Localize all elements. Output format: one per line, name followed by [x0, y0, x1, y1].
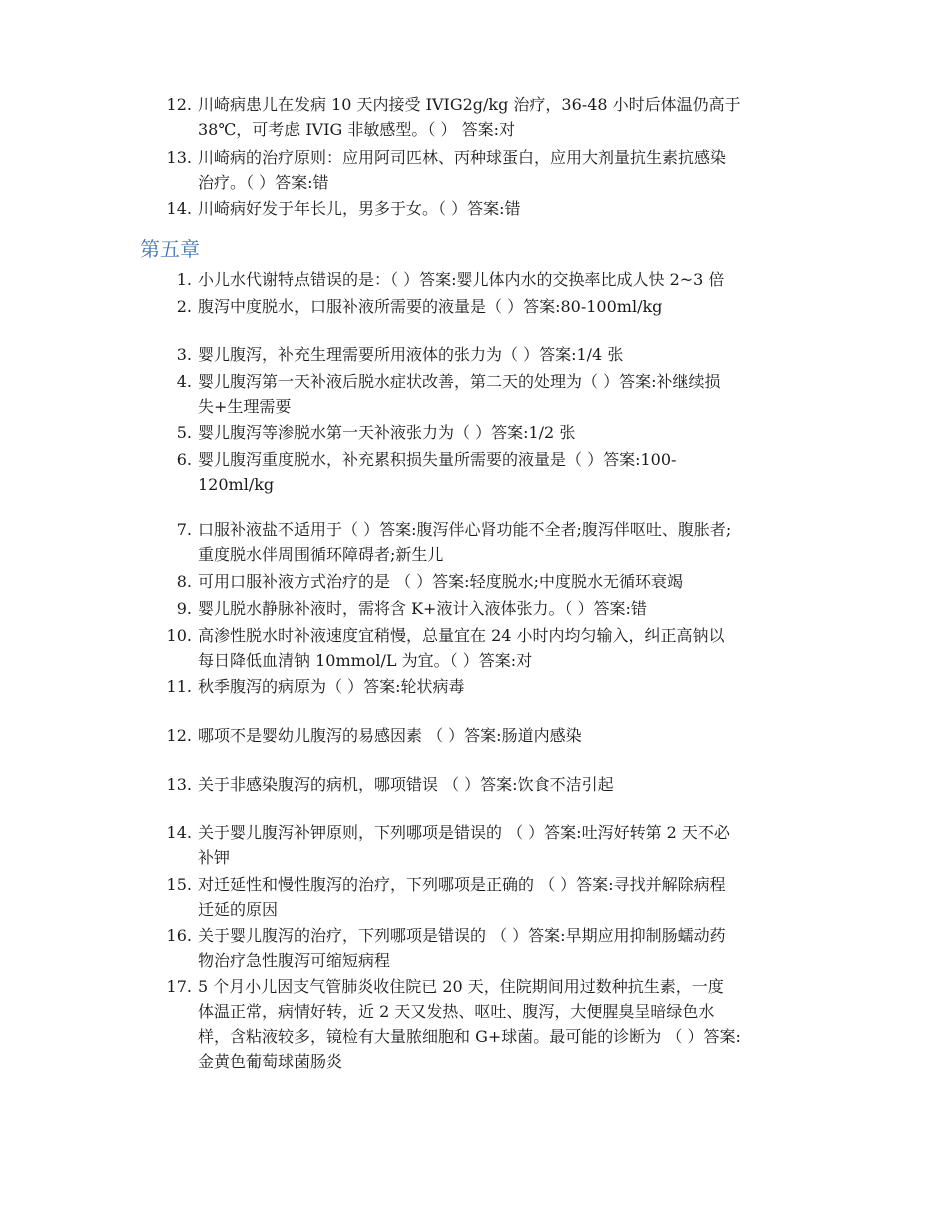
- question-text: 川崎病患儿在发病 10 天内接受 IVIG2g/kg 治疗，36-48 小时后体温仍高于 38℃，可考虑 IVIG 非敏感型。（ ） 答案:对: [198, 95, 741, 139]
- question-number: 8.: [176, 572, 192, 591]
- question-number: 4.: [176, 372, 192, 391]
- chapter-heading: 第五章: [140, 237, 200, 261]
- question-text: 婴儿腹泻第一天补液后脱水症状改善，第二天的处理为（ ）答案:补继续损 失+生理需要: [198, 372, 721, 416]
- question-number: 16.: [166, 926, 192, 945]
- question-text: 秋季腹泻的病原为（ ）答案:轮状病毒: [198, 677, 465, 696]
- question-number: 2.: [176, 297, 192, 316]
- question-number: 12.: [166, 726, 192, 745]
- question-number: 13.: [166, 148, 192, 167]
- question-number: 10.: [166, 626, 192, 645]
- question-text: 高渗性脱水时补液速度宜稍慢，总量宜在 24 小时内均匀输入，纠正高钠以 每日降低血清钠 10mmol/L 为宜。（ ）答案:对: [198, 626, 725, 670]
- question-text: 腹泻中度脱水，口服补液所需要的液量是（ ）答案:80-100ml/kg: [198, 297, 663, 316]
- question-number: 17.: [166, 977, 192, 996]
- question-text: 可用口服补液方式治疗的是 （ ）答案:轻度脱水;中度脱水无循环衰竭: [198, 572, 683, 591]
- question-text: 川崎病的治疗原则：应用阿司匹林、丙种球蛋白，应用大剂量抗生素抗感染 治疗。（ ）答案:错: [198, 148, 727, 192]
- question-number: 6.: [176, 450, 192, 469]
- question-number: 15.: [166, 875, 192, 894]
- question-text: 口服补液盐不适用于（ ）答案:腹泻伴心肾功能不全者;腹泻伴呕吐、腹胀者; 重度脱水伴周围循环障碍者;新生儿: [198, 520, 732, 564]
- question-text: 婴儿腹泻，补充生理需要所用液体的张力为（ ）答案:1/4 张: [198, 345, 624, 364]
- question-number: 3.: [176, 345, 192, 364]
- question-number: 11.: [166, 677, 192, 696]
- question-number: 1.: [176, 270, 192, 289]
- question-text: 关于非感染腹泻的病机，哪项错误 （ ）答案:饮食不洁引起: [198, 775, 614, 794]
- question-text: 哪项不是婴幼儿腹泻的易感因素 （ ）答案:肠道内感染: [198, 726, 582, 745]
- question-text: 5 个月小儿因支气管肺炎收住院已 20 天，住院期间用过数种抗生素，一度 体温正常，病情好转，近 2 天又发热、呕吐、腹泻，大便腥臭呈暗绿色水 样，含粘液较多，镜检有大量脓细胞和 G+球菌。最可能的诊断为 （ ）答案: 金黄色葡萄球菌肠炎: [198, 977, 741, 1071]
- question-number: 12.: [166, 95, 192, 114]
- question-text: 川崎病好发于年长儿，男多于女。（ ）答案:错: [198, 199, 521, 218]
- question-text: 婴儿腹泻等渗脱水第一天补液张力为（ ）答案:1/2 张: [198, 423, 576, 442]
- question-number: 13.: [166, 775, 192, 794]
- question-number: 9.: [176, 599, 192, 618]
- question-text: 婴儿脱水静脉补液时，需将含 K+液计入液体张力。（ ）答案:错: [198, 599, 647, 618]
- question-text: 对迁延性和慢性腹泻的治疗，下列哪项是正确的 （ ）答案:寻找并解除病程 迁延的原因: [198, 875, 726, 919]
- question-text: 关于婴儿腹泻的治疗，下列哪项是错误的 （ ）答案:早期应用抑制肠蠕动药 物治疗急性腹泻可缩短病程: [198, 926, 726, 970]
- question-text: 婴儿腹泻重度脱水，补充累积损失量所需要的液量是（ ）答案:100- 120ml/kg: [198, 450, 677, 494]
- question-number: 7.: [176, 520, 192, 539]
- question-number: 5.: [176, 423, 192, 442]
- question-text: 小儿水代谢特点错误的是：（ ）答案:婴儿体内水的交换率比成人快 2~3 倍: [198, 270, 725, 289]
- question-number: 14.: [166, 199, 192, 218]
- question-text: 关于婴儿腹泻补钾原则，下列哪项是错误的 （ ）答案:吐泻好转第 2 天不必 补钾: [198, 823, 730, 867]
- question-number: 14.: [166, 823, 192, 842]
